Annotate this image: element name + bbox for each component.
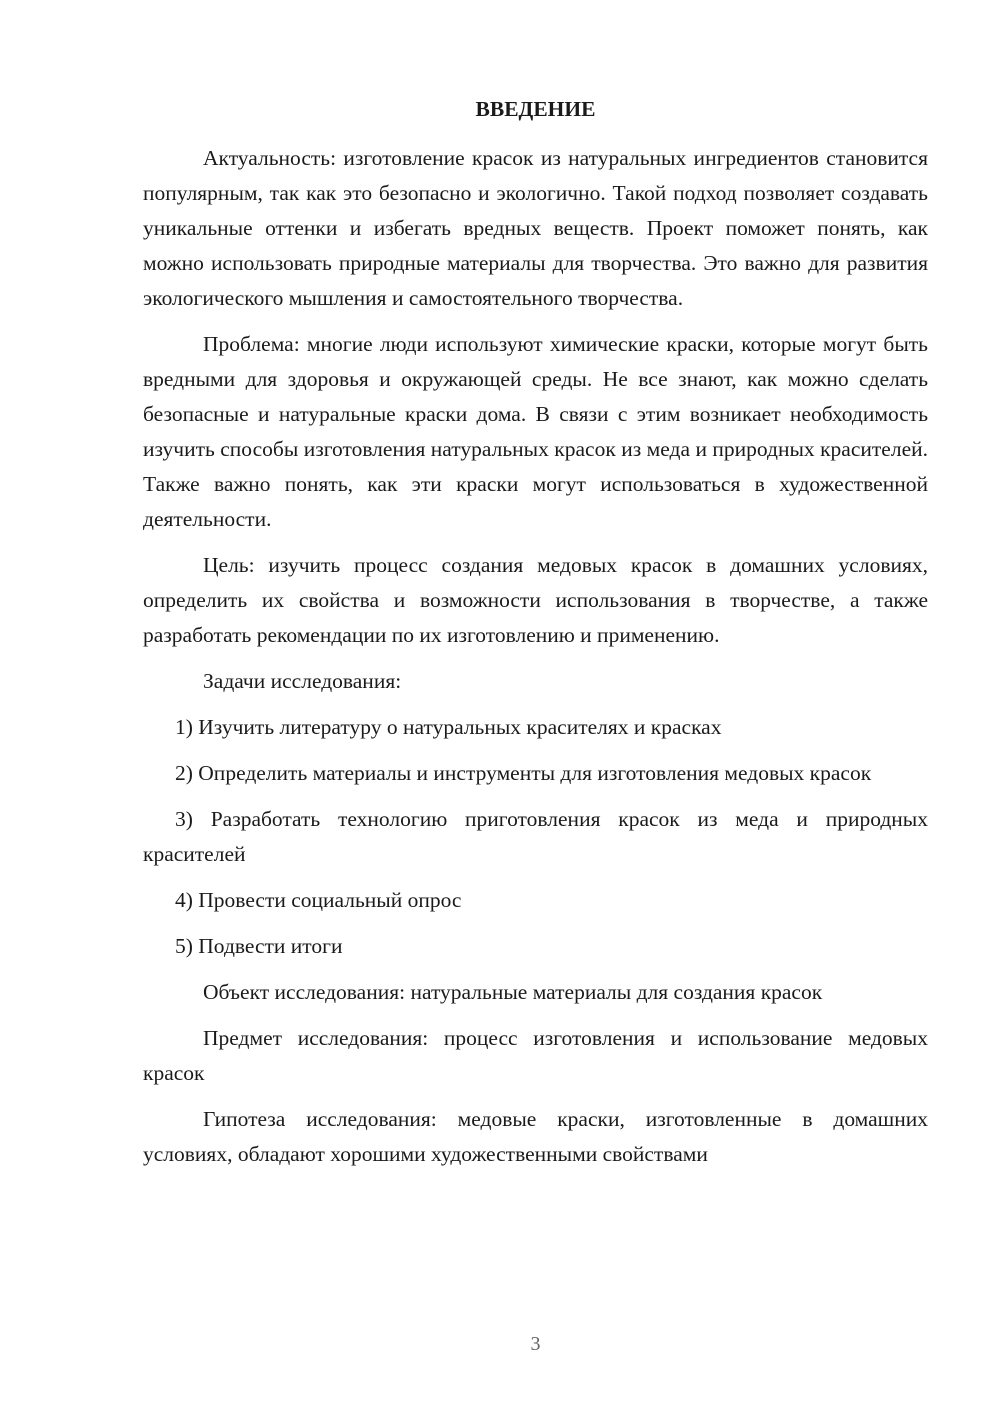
research-object-paragraph: Объект исследования: натуральные материалы для создания красок (203, 980, 823, 1004)
research-subject-paragraph: Предмет исследования: процесс изготовления и использование медовых красок (143, 1026, 928, 1085)
task-item-3: 3) Разработать технологию приготовления красок из меда и природных красителей (143, 807, 928, 866)
task-item-2: 2) Определить материалы и инструменты для изготовления медовых красок (175, 761, 872, 785)
page-number: 3 (530, 1333, 541, 1355)
problem-paragraph: Проблема: многие люди используют химические краски, которые могут быть вредными для здоровья и окружающей среды. Не все знают, как можно сделать безопасные и натуральные краски дома. В связи с этим возникает необходимость изучить способы изготовления натуральных красок из меда и природных красителей. Также важно понять, как эти краски могут использоваться в художественной деятельности. (143, 332, 928, 531)
hypothesis-paragraph: Гипотеза исследования: медовые краски, изготовленные в домашних условиях, обладают хорошими художественными свойствами (143, 1107, 928, 1166)
section-title: ВВЕДЕНИЕ (475, 97, 596, 121)
task-item-5: 5) Подвести итоги (175, 934, 343, 958)
tasks-heading: Задачи исследования: (203, 669, 402, 693)
task-item-4: 4) Провести социальный опрос (175, 888, 462, 912)
goal-paragraph: Цель: изучить процесс создания медовых красок в домашних условиях, определить их свойства и возможности использования в творчестве, а также разработать рекомендации по их изготовлению и применению. (143, 553, 928, 647)
document-page (143, 92, 928, 1183)
task-item-1: 1) Изучить литературу о натуральных красителях и красках (175, 715, 722, 739)
relevance-paragraph: Актуальность: изготовление красок из натуральных ингредиентов становится популярным, так как это безопасно и экологично. Такой подход позволяет создавать уникальные оттенки и избегать вредных веществ. Проект поможет понять, как можно использовать природные материалы для творчества. Это важно для развития экологического мышления и самостоятельного творчества. (143, 146, 928, 310)
